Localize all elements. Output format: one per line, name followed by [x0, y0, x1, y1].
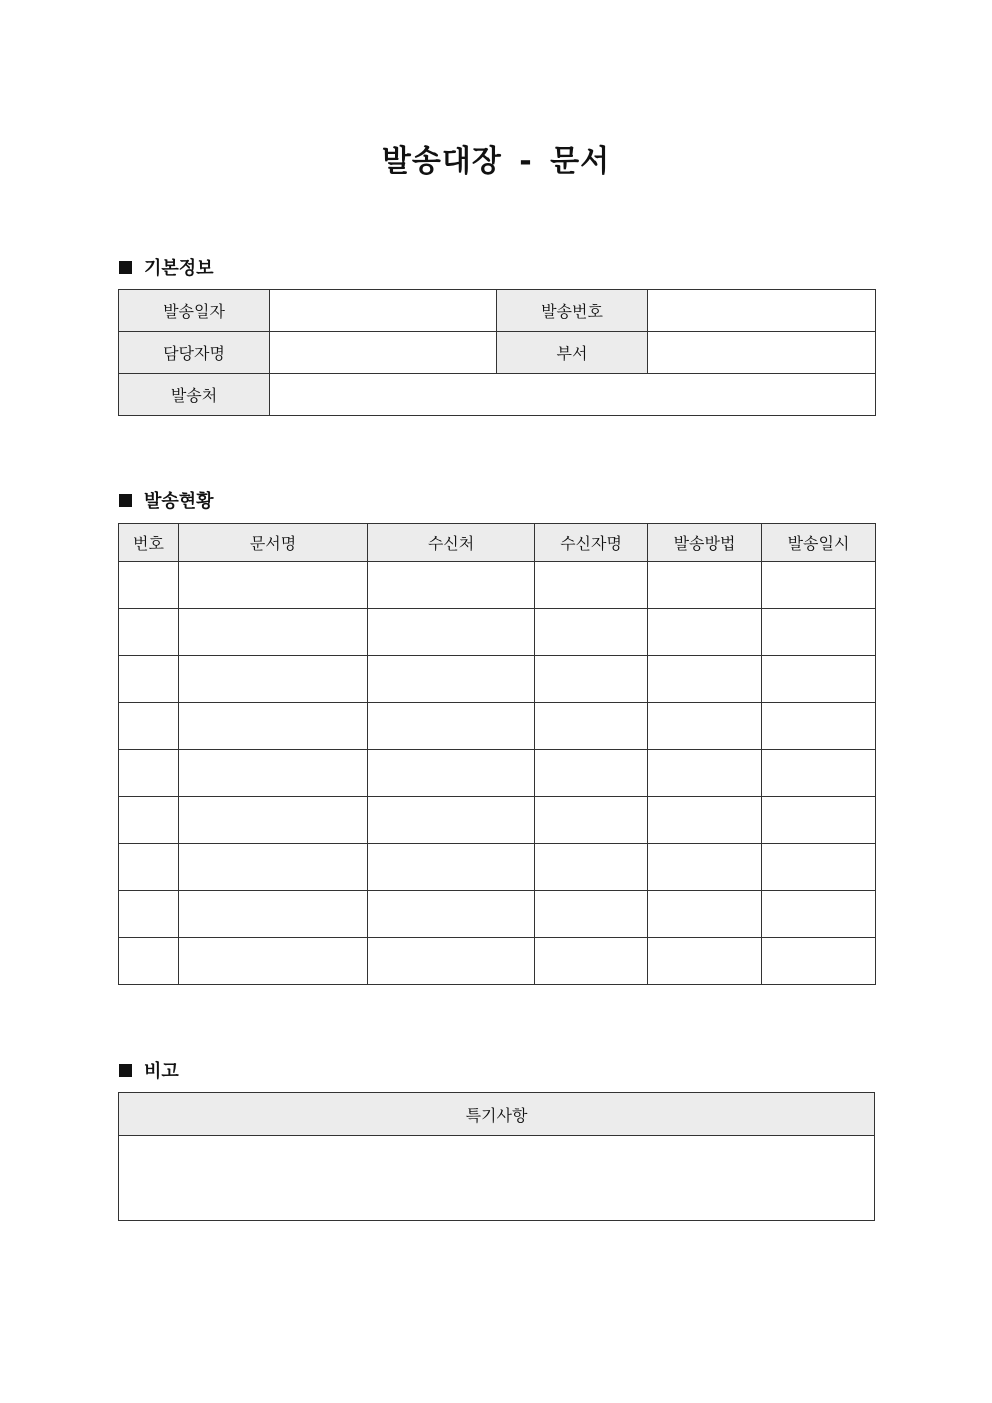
remarks-table [118, 1092, 875, 1221]
info-row [119, 290, 876, 332]
table-row [119, 703, 876, 750]
page-title: 발송대장 - 문서 [381, 144, 611, 179]
table-cell[interactable] [535, 750, 648, 797]
table-row [119, 750, 876, 797]
remarks-heading-text: 비고 [144, 1061, 179, 1082]
square-bullet-icon [119, 1064, 132, 1077]
table-cell[interactable] [368, 562, 535, 609]
table-cell[interactable] [648, 703, 762, 750]
table-cell[interactable] [535, 891, 648, 938]
column-header-number: 번호 [119, 524, 179, 562]
table-header-row [119, 524, 876, 562]
table-cell[interactable] [762, 797, 876, 844]
table-cell[interactable] [119, 750, 179, 797]
table-cell[interactable] [648, 891, 762, 938]
table-cell[interactable] [762, 844, 876, 891]
table-cell[interactable] [119, 609, 179, 656]
table-cell[interactable] [762, 703, 876, 750]
basic-info-heading [119, 254, 214, 280]
table-cell[interactable] [179, 750, 368, 797]
column-header-send-datetime: 발송일시 [762, 524, 876, 562]
table-row [119, 562, 876, 609]
destination-label: 발송처 [119, 374, 270, 416]
send-number-field[interactable] [648, 290, 876, 332]
table-cell[interactable] [535, 609, 648, 656]
table-cell[interactable] [179, 562, 368, 609]
table-cell[interactable] [648, 797, 762, 844]
basic-info-table [118, 289, 876, 416]
send-number-label: 발송번호 [497, 290, 648, 332]
table-cell[interactable] [368, 797, 535, 844]
table-cell[interactable] [648, 562, 762, 609]
table-cell[interactable] [119, 703, 179, 750]
table-cell[interactable] [179, 797, 368, 844]
table-cell[interactable] [535, 562, 648, 609]
table-row [119, 656, 876, 703]
table-cell[interactable] [648, 938, 762, 985]
table-cell[interactable] [179, 844, 368, 891]
column-header-recipient-name: 수신자명 [535, 524, 648, 562]
remarks-row [119, 1136, 875, 1221]
table-cell[interactable] [648, 656, 762, 703]
column-header-document-name: 문서명 [179, 524, 368, 562]
table-cell[interactable] [179, 891, 368, 938]
table-cell[interactable] [368, 891, 535, 938]
table-row [119, 938, 876, 985]
table-cell[interactable] [648, 609, 762, 656]
send-status-table [118, 523, 876, 985]
send-status-heading [119, 487, 214, 513]
table-cell[interactable] [762, 609, 876, 656]
table-cell[interactable] [179, 656, 368, 703]
table-cell[interactable] [368, 703, 535, 750]
table-cell[interactable] [368, 750, 535, 797]
table-cell[interactable] [368, 844, 535, 891]
table-cell[interactable] [535, 938, 648, 985]
table-cell[interactable] [648, 750, 762, 797]
table-cell[interactable] [368, 656, 535, 703]
basic-info-heading-text: 기본정보 [144, 258, 214, 279]
remarks-header-row [119, 1093, 875, 1136]
table-cell[interactable] [762, 656, 876, 703]
column-header-send-method: 발송방법 [648, 524, 762, 562]
info-row [119, 332, 876, 374]
table-cell[interactable] [762, 938, 876, 985]
info-row [119, 374, 876, 416]
table-row [119, 891, 876, 938]
table-cell[interactable] [119, 938, 179, 985]
table-cell[interactable] [762, 891, 876, 938]
table-cell[interactable] [179, 703, 368, 750]
square-bullet-icon [119, 261, 132, 274]
table-cell[interactable] [119, 656, 179, 703]
remarks-heading [119, 1057, 179, 1083]
manager-label: 담당자명 [119, 332, 270, 374]
table-cell[interactable] [368, 609, 535, 656]
table-cell[interactable] [119, 844, 179, 891]
table-row [119, 844, 876, 891]
table-cell[interactable] [119, 562, 179, 609]
table-cell[interactable] [762, 750, 876, 797]
square-bullet-icon [119, 494, 132, 507]
table-cell[interactable] [179, 938, 368, 985]
special-notes-field[interactable] [119, 1136, 875, 1221]
manager-field[interactable] [270, 332, 497, 374]
send-date-label: 발송일자 [119, 290, 270, 332]
table-cell[interactable] [535, 656, 648, 703]
department-field[interactable] [648, 332, 876, 374]
table-cell[interactable] [762, 562, 876, 609]
send-status-body [119, 562, 876, 985]
table-cell[interactable] [648, 844, 762, 891]
table-cell[interactable] [535, 797, 648, 844]
send-date-field[interactable] [270, 290, 497, 332]
department-label: 부서 [497, 332, 648, 374]
table-cell[interactable] [535, 844, 648, 891]
table-cell[interactable] [119, 891, 179, 938]
table-cell[interactable] [368, 938, 535, 985]
column-header-recipient-org: 수신처 [368, 524, 535, 562]
table-cell[interactable] [119, 797, 179, 844]
destination-field[interactable] [270, 374, 876, 416]
table-cell[interactable] [535, 703, 648, 750]
send-status-heading-text: 발송현황 [144, 491, 214, 512]
special-notes-label: 특기사항 [119, 1093, 875, 1136]
table-cell[interactable] [179, 609, 368, 656]
table-row [119, 797, 876, 844]
table-row [119, 609, 876, 656]
